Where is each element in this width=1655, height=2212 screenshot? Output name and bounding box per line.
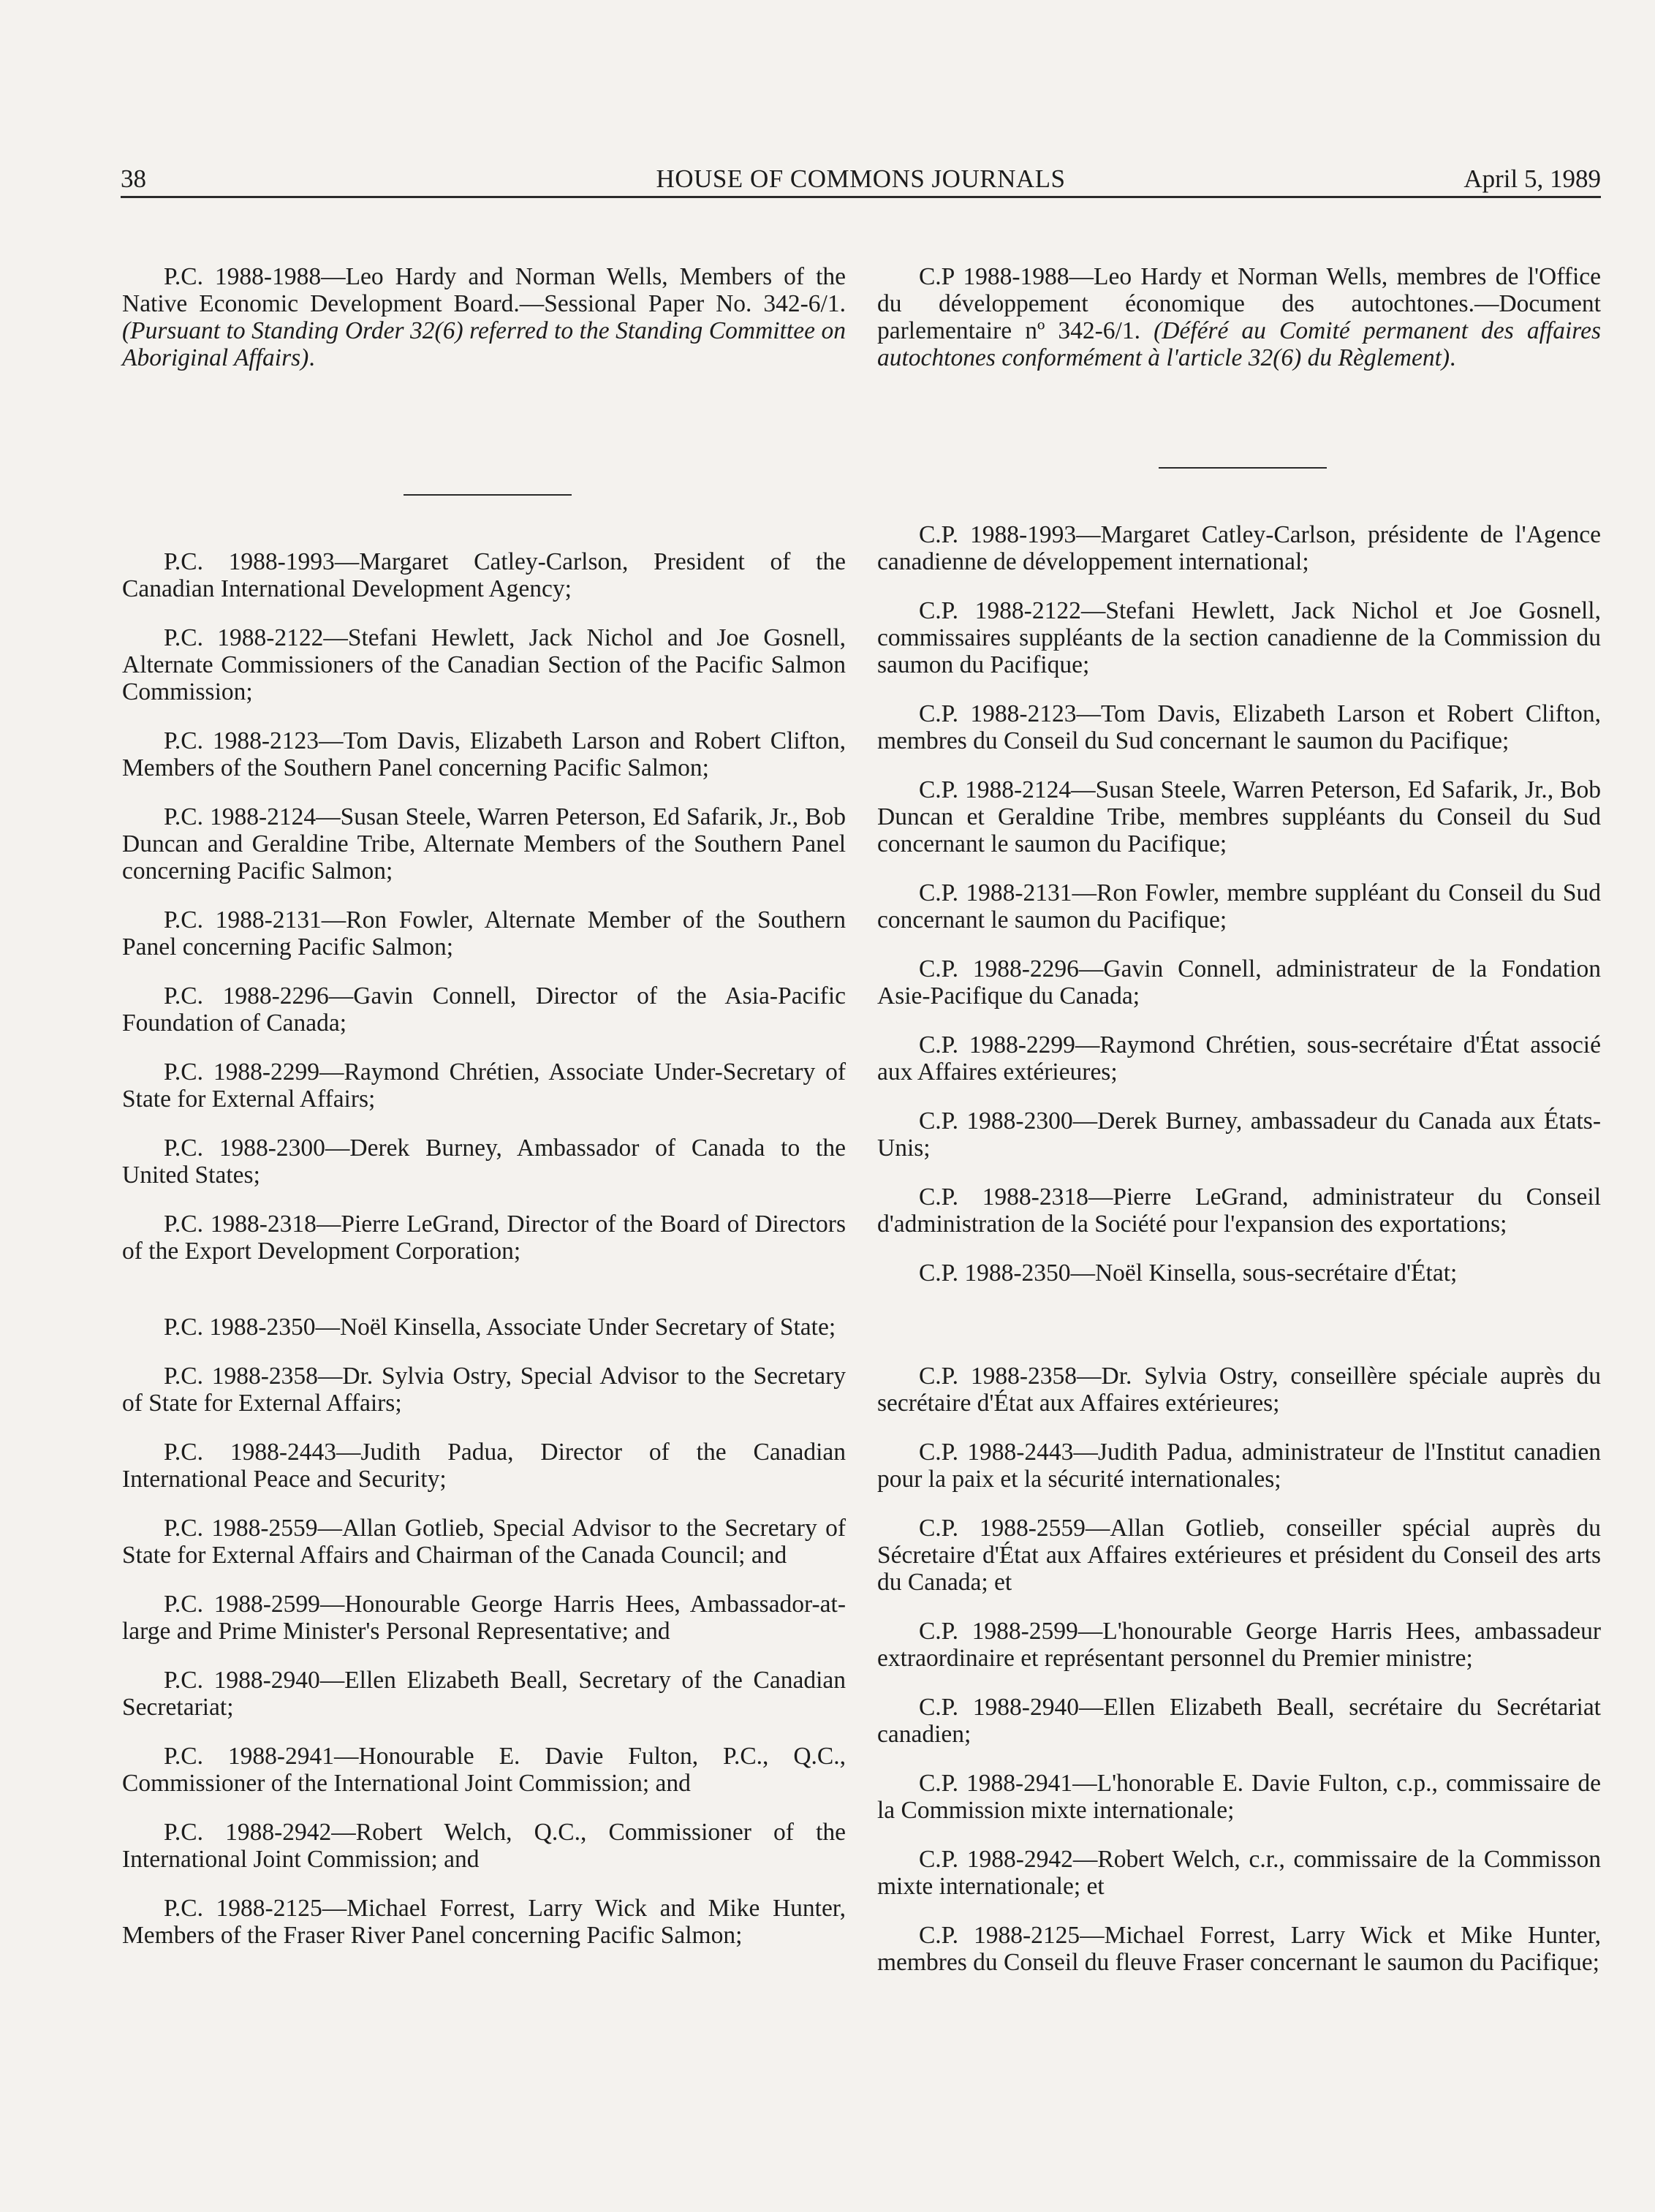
entry-en: P.C. 1988-2296—Gavin Connell, Director of the Asia-Pacific Foundation of Canada; <box>122 982 846 1037</box>
entry-fr: C.P. 1988-2296—Gavin Connell, administrateur de la Fondation Asie-Pacifique du Canada; <box>877 955 1601 1010</box>
entry-en: P.C. 1988-1993—Margaret Catley-Carlson, President of the Canadian International Development Agency; <box>122 548 846 602</box>
intro-tail-fr: . <box>1450 344 1456 371</box>
entry-fr: C.P. 1988-2131—Ron Fowler, membre suppléant du Conseil du Sud concernant le saumon du Pacifique; <box>877 879 1601 933</box>
entry-en: P.C. 1988-2941—Honourable E. Davie Fulton, P.C., Q.C., Commissioner of the International Joint Commission; and <box>122 1743 846 1797</box>
intro-lead-en: P.C. 1988-1988—Leo Hardy and Norman Wells, Members of the Native Economic Development Board.—Sessional Paper No. 342-6/1. <box>122 263 846 317</box>
entry-en: P.C. 1988-2350—Noël Kinsella, Associate Under Secretary of State; <box>163 1314 836 1341</box>
entry-en: P.C. 1988-2299—Raymond Chrétien, Associate Under-Secretary of State for External Affairs; <box>122 1058 846 1113</box>
entry-fr: C.P. 1988-2942—Robert Welch, c.r., commissaire de la Commisson mixte internationale; et <box>877 1846 1601 1900</box>
entry-fr: C.P. 1988-1993—Margaret Catley-Carlson, présidente de l'Agence canadienne de développement international; <box>877 521 1601 575</box>
entry-en: P.C. 1988-2131—Ron Fowler, Alternate Member of the Southern Panel concerning Pacific Salmon; <box>122 906 846 961</box>
entry-fr: C.P. 1988-2318—Pierre LeGrand, administrateur du Conseil d'administration de la Société pour l'expansion des exportations; <box>877 1183 1601 1238</box>
entry-fr: C.P. 1988-2123—Tom Davis, Elizabeth Larson et Robert Clifton, membres du Conseil du Sud concernant le saumon du Pacifique; <box>877 700 1601 754</box>
entry-en: P.C. 1988-2122—Stefani Hewlett, Jack Nichol and Joe Gosnell, Alternate Commissioners of the Canadian Section of the Pacific Salmon Commission; <box>122 624 846 705</box>
journal-title: HOUSE OF COMMONS JOURNALS <box>656 164 1066 193</box>
entry-en: P.C. 1988-2125—Michael Forrest, Larry Wick and Mike Hunter, Members of the Fraser River Panel concerning Pacific Salmon; <box>122 1895 846 1949</box>
entry-en: P.C. 1988-2942—Robert Welch, Q.C., Commissioner of the International Joint Commission; and <box>122 1819 846 1873</box>
entry-fr: C.P. 1988-2443—Judith Padua, administrateur de l'Institut canadien pour la paix et la sécurité internationales; <box>877 1439 1601 1493</box>
french-column <box>877 263 1601 1976</box>
intro-paragraph-fr <box>877 263 1601 371</box>
page-header <box>121 162 1601 196</box>
section-divider-fr <box>1159 467 1327 469</box>
entry-en: P.C. 1988-2358—Dr. Sylvia Ostry, Special Advisor to the Secretary of State for External Affairs; <box>122 1363 846 1417</box>
entry-fr: C.P. 1988-2125—Michael Forrest, Larry Wick et Mike Hunter, membres du Conseil du fleuve Fraser concernant le saumon du Pacifique; <box>877 1922 1601 1976</box>
entry-fr: C.P. 1988-2559—Allan Gotlieb, conseiller spécial auprès du Sécretaire d'État aux Affaires extérieures et président du Conseil des arts du Canada; et <box>877 1515 1601 1596</box>
entry-fr: C.P. 1988-2940—Ellen Elizabeth Beall, secrétaire du Secrétariat canadien; <box>877 1694 1601 1748</box>
entry-en: P.C. 1988-2123—Tom Davis, Elizabeth Larson and Robert Clifton, Members of the Southern Panel concerning Pacific Salmon; <box>122 727 846 781</box>
entry-fr: C.P. 1988-2300—Derek Burney, ambassadeur du Canada aux États-Unis; <box>877 1107 1601 1162</box>
entry-fr: C.P. 1988-2350—Noël Kinsella, sous-secrétaire d'État; <box>918 1260 1458 1287</box>
entry-fr: C.P. 1988-2124—Susan Steele, Warren Peterson, Ed Safarik, Jr., Bob Duncan et Geraldine Tribe, membres suppléants du Conseil du Sud concernant le saumon du Pacifique; <box>877 776 1601 857</box>
entry-en: P.C. 1988-2124—Susan Steele, Warren Peterson, Ed Safarik, Jr., Bob Duncan and Geraldine Tribe, Alternate Members of the Southern Panel concerning Pacific Salmon; <box>122 803 846 885</box>
entry-en: P.C. 1988-2300—Derek Burney, Ambassador of Canada to the United States; <box>122 1135 846 1189</box>
intro-tail-en: . <box>308 344 315 371</box>
entry-en: P.C. 1988-2318—Pierre LeGrand, Director of the Board of Directors of the Export Development Corporation; <box>122 1211 846 1265</box>
intro-paragraph-en <box>122 263 846 371</box>
page-number: 38 <box>121 164 146 193</box>
entry-en: P.C. 1988-2940—Ellen Elizabeth Beall, Secretary of the Canadian Secretariat; <box>122 1667 846 1721</box>
intro-lead-fr: C.P 1988-1988—Leo Hardy et Norman Wells, membres de l'Office du développement économique des autochtones.—Document parlementaire nº 342-6/1. <box>877 263 1601 344</box>
section-divider-en <box>404 494 572 496</box>
entry-fr: C.P. 1988-2941—L'honorable E. Davie Fulton, c.p., commissaire de la Commission mixte internationale; <box>877 1770 1601 1824</box>
header-rule <box>121 196 1601 198</box>
entry-en: P.C. 1988-2559—Allan Gotlieb, Special Advisor to the Secretary of State for External Affairs and Chairman of the Canada Council; and <box>122 1515 846 1569</box>
entry-en: P.C. 1988-2599—Honourable George Harris Hees, Ambassador-at-large and Prime Minister's Personal Representative; and <box>122 1591 846 1645</box>
english-column <box>122 263 846 1949</box>
entry-en: P.C. 1988-2443—Judith Padua, Director of the Canadian International Peace and Security; <box>122 1439 846 1493</box>
entry-fr: C.P. 1988-2122—Stefani Hewlett, Jack Nichol et Joe Gosnell, commissaires suppléants de la section canadienne de la Commission du saumon du Pacifique; <box>877 597 1601 678</box>
intro-referral-en: (Pursuant to Standing Order 32(6) referred to the Standing Committee on Aboriginal Affairs) <box>122 317 846 371</box>
entry-fr: C.P. 1988-2299—Raymond Chrétien, sous-secrétaire d'État associé aux Affaires extérieures; <box>877 1031 1601 1086</box>
journal-date: April 5, 1989 <box>1463 164 1601 193</box>
entry-fr: C.P. 1988-2358—Dr. Sylvia Ostry, conseillère spéciale auprès du secrétaire d'État aux Affaires extérieures; <box>877 1363 1601 1417</box>
entry-fr: C.P. 1988-2599—L'honourable George Harris Hees, ambassadeur extraordinaire et représentant personnel du Premier ministre; <box>877 1618 1601 1672</box>
intro-referral-fr: (Déféré au Comité permanent des affaires autochtones conformément à l'article 32(6) du Règlement) <box>877 317 1601 371</box>
